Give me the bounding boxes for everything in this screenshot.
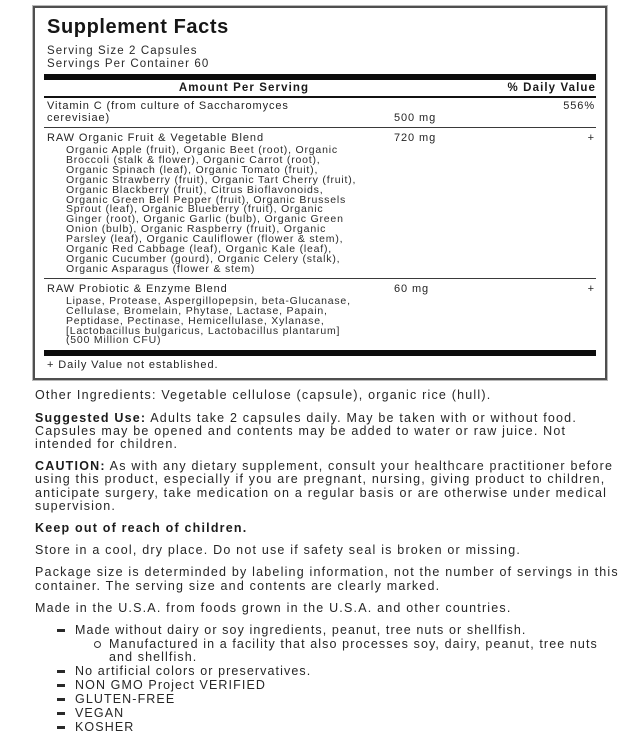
list-item-text: NON GMO Project VERIFIED (75, 677, 267, 692)
caution-text: As with any dietary supplement, consult your healthcare practitioner before using this product, especially if you are pregnant, nursing, giving product to children, anticipate surgery, take medication on a regular basis or are otherwise under medical supervision. (35, 459, 614, 513)
facts-title: Supplement Facts (47, 16, 229, 38)
nutrient-name: RAW Probiotic & Enzyme Blend (47, 282, 228, 295)
divider-line (44, 278, 596, 279)
list-item (57, 721, 625, 734)
amount-per-serving-header: Amount Per Serving (178, 82, 310, 94)
dash-bullet-icon (57, 712, 65, 715)
divider-line (44, 127, 596, 128)
caution-label: CAUTION: (35, 459, 106, 474)
suggested-use-text: Adults take 2 capsules daily. May be taken with or without food. Capsules may be opened and contents may be added to water or raw juice. Not intended for children. (35, 410, 578, 451)
nutrient-name: RAW Organic Fruit & Vegetable Blend (47, 132, 264, 144)
list-item-text: No artificial colors or preservatives. (75, 663, 312, 678)
list-item-text: VEGAN (75, 705, 125, 720)
attributes-list (57, 624, 625, 734)
dash-bullet-icon (57, 684, 65, 687)
supplement-facts-panel (33, 6, 607, 380)
list-item-text: KOSHER (75, 719, 135, 734)
list-item (57, 624, 625, 664)
list-item (57, 679, 625, 692)
supplement-label-page (0, 6, 640, 734)
daily-value-header: % Daily Value (507, 82, 596, 94)
facts-header-row (44, 80, 596, 98)
suggested-use-label: Suggested Use: (35, 410, 147, 425)
nutrient-daily-value: + (587, 282, 595, 295)
other-ingredients: Other Ingredients: Vegetable cellulose (capsule), organic rice (hull). (35, 388, 492, 403)
dash-bullet-icon (57, 629, 65, 632)
nutrient-amount: 60 mg (394, 282, 430, 295)
nutrient-name: Vitamin C (from culture of Saccharomyces cerevisiae) (47, 100, 289, 124)
blend-ingredient-list: Organic Apple (fruit), Organic Beet (root), Organic Broccoli (stalk & flower), Organic Carrot (root), Organic Spinach (leaf), Organic Tomato (fruit), Organic Strawberry (fruit), Organic Tart Cherry (fruit), Organic Blackberry (fruit), Citrus Bioflavonoids, Organic Green Bell Pepper (fruit), Organic Brussels Sprout (leaf), Organic Blueberry (fruit), Organic Ginger (root), Organic Garlic (bulb), Organic Green Onion (bulb), Organic Raspberry (fruit), Organic Parsley (leaf), Organic Cauliflower (flower & stem), Organic Red Cabbage (leaf), Organic Kale (leaf), Organic Cucumber (gourd), Organic Celery (stalk), Organic Asparagus (flower & stem) (66, 144, 357, 275)
list-item (57, 693, 625, 706)
nutrient-row-vitamin-c (44, 98, 596, 125)
serving-size: Serving Size 2 Capsules (47, 45, 198, 57)
list-subitem (75, 638, 625, 664)
list-item-text: GLUTEN-FREE (75, 691, 176, 706)
dash-bullet-icon (57, 698, 65, 701)
nutrient-daily-value: 556% (563, 100, 595, 112)
keep-out-of-reach: Keep out of reach of children. (35, 520, 248, 535)
nutrient-row-fruit-vegetable-blend (44, 130, 596, 145)
list-subitem-text: Manufactured in a facility that also processes soy, dairy, peanut, tree nuts and shellfish. (109, 636, 598, 664)
caution (35, 460, 625, 513)
divider-thick-bar-bottom (44, 350, 596, 356)
made-in-usa: Made in the U.S.A. from foods grown in the U.S.A. and other countries. (35, 600, 512, 615)
servings-per-container: Servings Per Container 60 (47, 57, 210, 70)
list-item (57, 707, 625, 720)
blend-ingredient-list: Lipase, Protease, Aspergillopepsin, beta-Glucanase, Cellulase, Bromelain, Phytase, Lactase, Papain, Peptidase, Pectinase, Hemicellulase, Xylanase, [Lactobacillus bulgaricus, Lactobacillus plantarum] (500 Million CFU) (66, 294, 351, 347)
nutrient-daily-value: + (587, 132, 595, 144)
dash-bullet-icon (57, 670, 65, 673)
suggested-use (35, 412, 625, 452)
daily-value-footnote: + Daily Value not established. (47, 359, 219, 372)
dash-bullet-icon (57, 726, 65, 729)
list-item-text: Made without dairy or soy ingredients, peanut, tree nuts or shellfish. (75, 622, 527, 637)
nutrient-row-probiotic-enzyme-blend (44, 281, 596, 296)
package-size-note: Package size is determinded by labeling information, not the number of servings in this container. The serving size and contents are clearly marked. (35, 565, 619, 593)
nutrient-amount: 500 mg (394, 112, 437, 124)
nutrient-amount: 720 mg (394, 132, 437, 144)
circle-bullet-icon (94, 641, 101, 648)
storage-instructions: Store in a cool, dry place. Do not use if safety seal is broken or missing. (35, 543, 522, 558)
list-item (57, 665, 625, 678)
label-details (35, 389, 625, 734)
